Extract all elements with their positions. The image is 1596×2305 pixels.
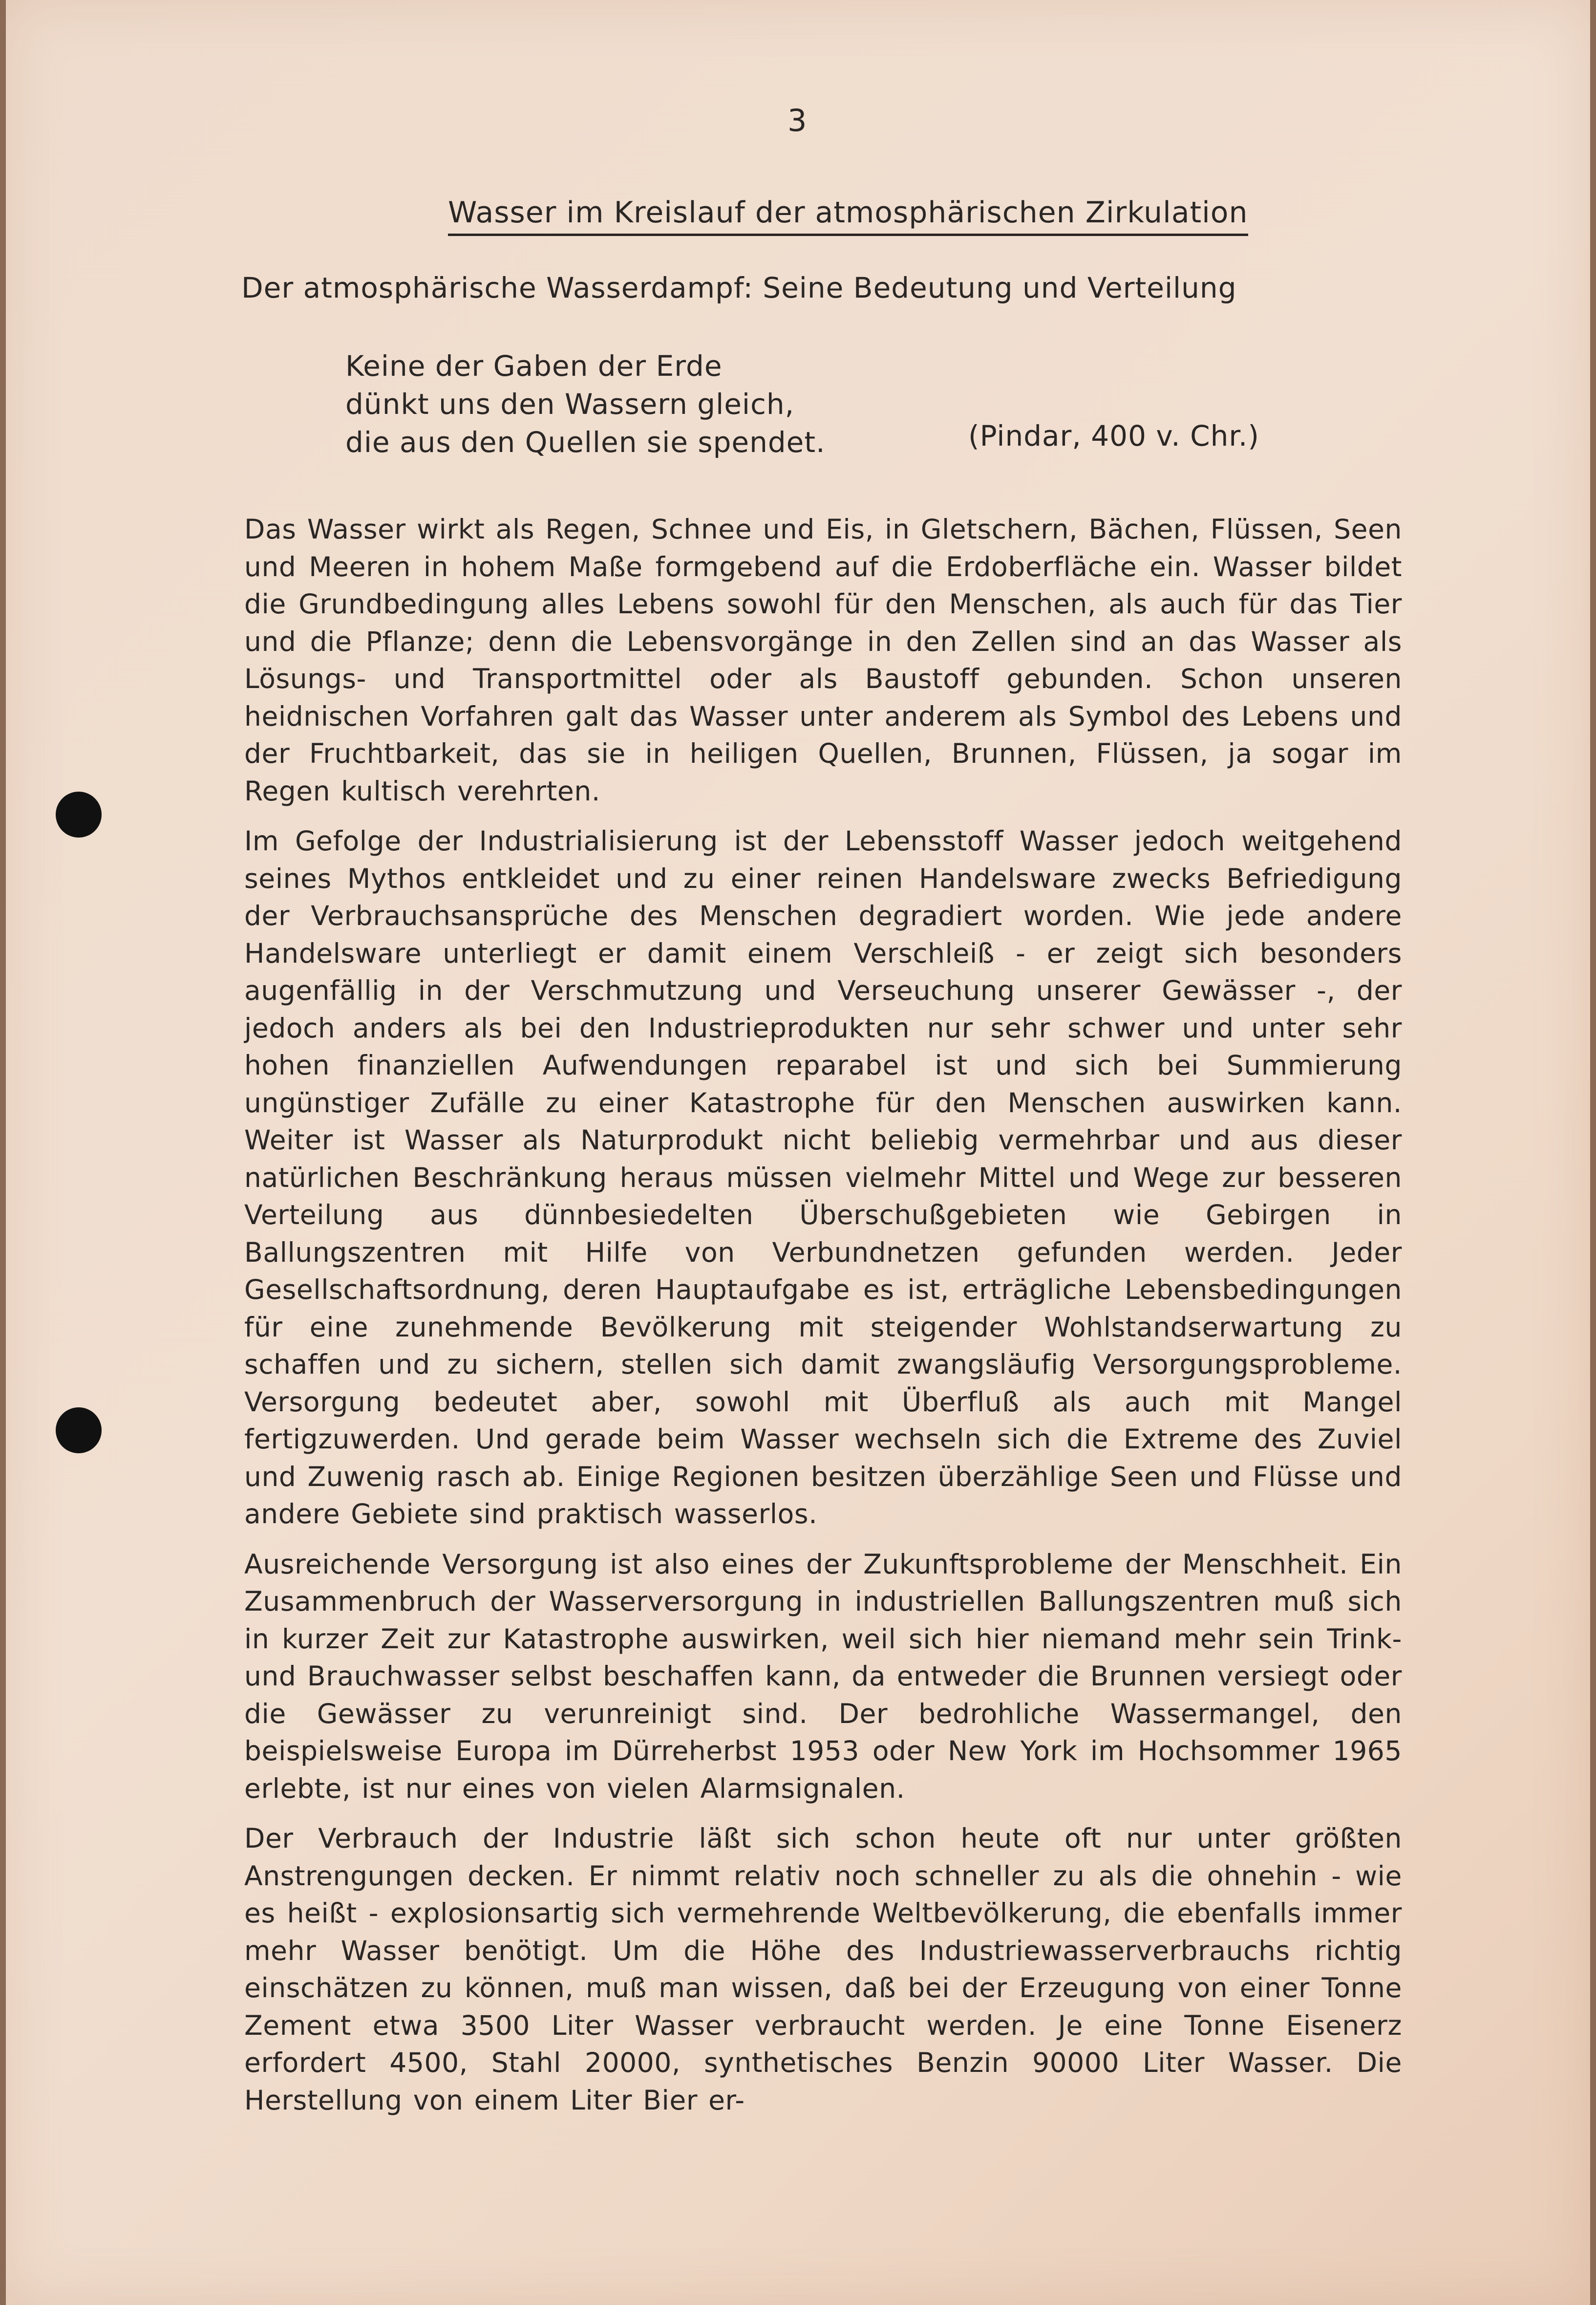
body-text (244, 511, 1402, 2132)
paragraph: Ausreichende Versorgung ist also eines der Zukunftsprobleme der Menschheit. Ein Zusammenbruch der Wasserversorgung in industriellen Ballungszentren muß sich in kurzer Zeit zur Katastrophe auswirken, weil sich hier niemand mehr sein Trink- und Brauchwasser selbst beschaffen kann, da entweder die Brunnen versiegt oder die Gewässer zu verunreinigt sind. Der bedrohliche Wassermangel, den beispielsweise Europa im Dürreherbst 1953 oder New York im Hochsommer 1965 erlebte, ist nur eines von vielen Alarmsignalen. (244, 1548, 1402, 1804)
paragraph: Das Wasser wirkt als Regen, Schnee und Eis, in Gletschern, Bächen, Flüssen, Seen und Meeren in hohem Maße formgebend auf die Erdoberfläche ein. Wasser bildet die Grundbedingung alles Lebens sowohl für den Menschen, als auch für das Tier und die Pflanze; denn die Lebensvorgänge in den Zellen sind an das Wasser als Lösungs- und Transportmittel oder als Baustoff gebunden. Schon unseren heidnischen Vorfahren galt das Wasser unter anderem als Symbol des Lebens und der Fruchtbarkeit, das sie in heiligen Quellen, Brunnen, Flüssen, ja sogar im Regen kultisch verehrten. (244, 514, 1402, 807)
paragraph: Der Verbrauch der Industrie läßt sich schon heute oft nur unter größten Anstrengungen decken. Er nimmt relativ noch schneller zu als die ohnehin - wie es heißt - explosionsartig sich vermehrende Weltbevölkerung, die ebenfalls immer mehr Wasser benötigt. Um die Höhe des Industriewasserverbrauchs richtig einschätzen zu können, muß man wissen, daß bei der Erzeugung von einer Tonne Zement etwa 3500 Liter Wasser verbraucht werden. Je eine Tonne Eisenerz erfordert 4500, Stahl 20000, synthetisches Benzin 90000 Liter Wasser. Die Herstellung von einem Liter Bier er- (244, 1823, 1402, 2116)
punch-hole (56, 792, 102, 838)
quote-attribution: (Pindar, 400 v. Chr.) (968, 419, 1259, 452)
page-title: Wasser im Kreislauf der atmosphärischen Zirkulation (448, 195, 1248, 236)
page-number: 3 (787, 103, 809, 138)
punch-hole (56, 1407, 102, 1453)
quote-line: Keine der Gaben der Erde (345, 349, 723, 383)
paragraph: Im Gefolge der Industrialisierung ist der Lebensstoff Wasser jedoch weitgehend seines Mythos entkleidet und zu einer reinen Handelsware zwecks Befriedigung der Verbrauchsansprüche des Menschen degradiert worden. Wie jede andere Handelsware unterliegt er damit einem Verschleiß - er zeigt sich besonders augenfällig in der Verschmutzung und Verseuchung unserer Gewässer -, der jedoch anders als bei den Industrieprodukten nur sehr schwer und unter sehr hohen finanziellen Aufwendungen reparabel ist und sich bei Summierung ungünstiger Zufälle zu einer Katastrophe für den Menschen auswirken kann. Weiter ist Wasser als Naturprodukt nicht beliebig vermehrbar und aus dieser natürlichen Beschränkung heraus müssen vielmehr Mittel und Wege zur besseren Verteilung aus dünnbesiedelten Überschußgebieten wie Gebirgen in Ballungszentren mit Hilfe von Verbundnetzen gefunden werden. Jeder Gesellschaftsordnung, deren Hauptaufgabe es ist, erträgliche Lebensbedingungen für eine zunehmende Bevölkerung mit steigender Wohlstandserwartung zu schaffen und zu sichern, stellen sich damit zwangsläufig Versorgungsprobleme. Versorgung bedeutet aber, sowohl mit Überfluß als auch mit Mangel fertigzuwerden. Und gerade beim Wasser wechseln sich die Extreme des Zuviel und Zuwenig rasch ab. Einige Regionen besitzen überzählige Seen und Flüsse und andere Gebiete sind praktisch wasserlos. (244, 825, 1402, 1529)
section-subtitle: Der atmosphärische Wasserdampf: Seine Bedeutung und Verteilung (241, 271, 1237, 304)
quote-line: die aus den Quellen sie spendet. (345, 426, 826, 459)
document-page (6, 0, 1590, 2305)
quote-line: dünkt uns den Wassern gleich, (345, 388, 795, 421)
epigraph-quote (345, 347, 826, 461)
